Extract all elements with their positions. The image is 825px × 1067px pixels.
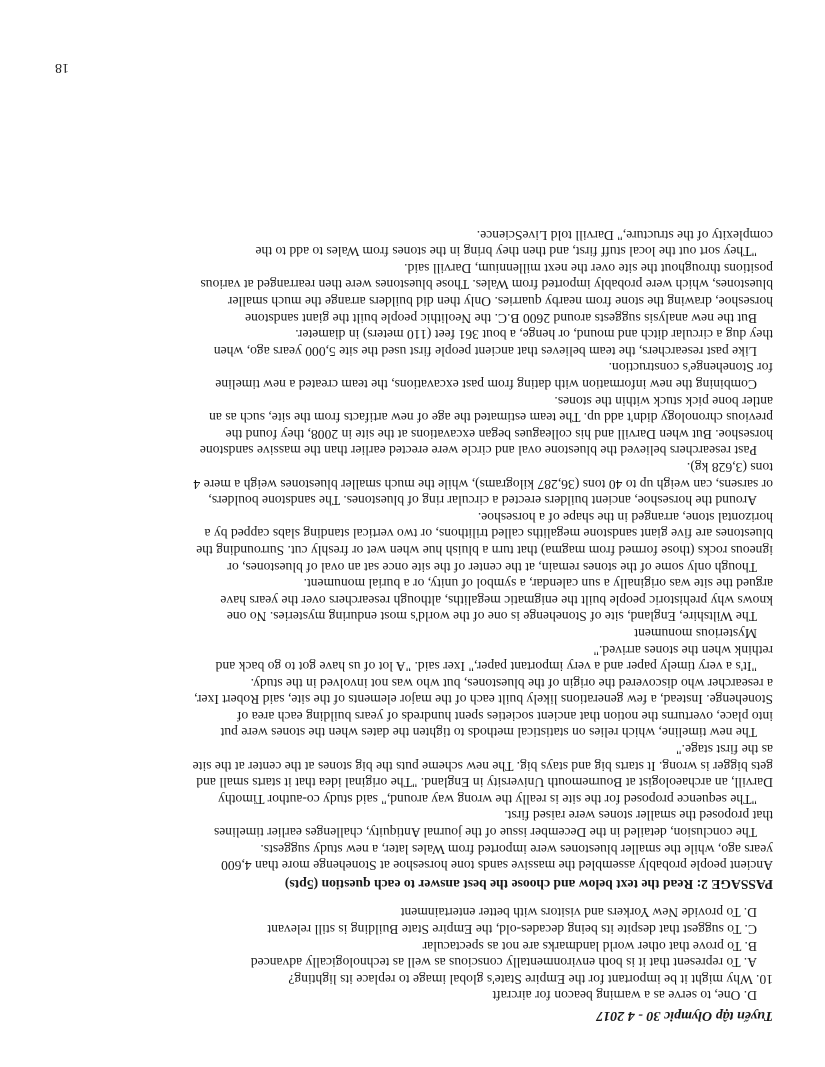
passage-line: Combining the new information with dating from past excavations, the team created a new timeline (215, 377, 757, 393)
passage-line: as the first stage." (676, 742, 773, 758)
passage-line: years ago, while the smaller bluestones were imported from Wales later, a new study suggests. (260, 841, 773, 857)
page-content (61, 226, 773, 1023)
question-10-option-b: B. To prove that other world landmarks are not as spectacular (422, 938, 757, 954)
passage-line: argued the site was originally a sun calendar, a symbol of unity, or a burial monument. (303, 576, 773, 592)
passage-line: igneous rocks (those formed from magma) that turn a bluish hue when wet or freshly cut. Surrounding the (196, 542, 773, 558)
passage-line: "It's a very timely paper and a very important paper," Ixer said. "A lot of us have got to go back and (215, 659, 757, 675)
passage-line: Stonehenge. Instead, a few generations likely built each of the major elements of the site, said Robert Ixer, (194, 692, 773, 708)
passage-line: Though only some of the stones remain, at the center of the site once sat an oval of bluestones, or (227, 559, 757, 575)
passage-line: positions throughout the site over the next millennium, Darvill said. (404, 260, 773, 276)
passage-line: for Stonehenge's construction. (608, 360, 773, 376)
section-gap (61, 892, 773, 904)
question-10-option-c: C. To suggest that despite its being decades-old, the Empire State Building is still relevant (267, 922, 757, 938)
passage-line: The Wiltshire, England, site of Stonehenge is one of the world's most enduring mysteries. No one (226, 609, 757, 625)
passage-line: complexity of the structure," Darvill told LiveScience. (476, 227, 773, 243)
passage-2-body (61, 226, 773, 873)
question-10-stem: 10. Why might it be important for the Empire State's global image to replace its lighting? (288, 971, 773, 987)
page-header-title: Tuyển tập Olympic 30 - 4 2017 (596, 1008, 773, 1023)
passage-line: gets bigger is wrong. It starts big and stays big. The new scheme puts the big stones at the center at the site (192, 758, 773, 774)
question-10-option-d: D. To provide New Yorkers and visitors with better entertainment (400, 905, 757, 921)
passage-line: "They sort out the local stuff first, and then they bring in the stones from Wales to add to the (255, 244, 757, 260)
question-10 (61, 904, 773, 987)
passage-line: But the new analysis suggests around 2600 B.C. the Neolithic people built the giant sandstone (245, 310, 757, 326)
question-10-option-a: A. To represent that it is both environmentally conscious as well as technologically advanced (250, 955, 757, 971)
passage-line: horseshoe. But when Darvill and his colleagues began excavations at the site in 2008, they found the (225, 426, 773, 442)
passage-line: into place, overturns the notion that ancient societies spent hundreds of years building each area of (236, 708, 773, 724)
passage-line: a researcher who discovered the origin of the bluestones, but who was not involved in the study. (250, 675, 773, 691)
passage-line: Around the horseshoe, ancient builders erected a circular ring of bluestones. The sandstone boulders, (208, 493, 757, 509)
passage-line: that proposed the smaller stones were raised first. (504, 808, 773, 824)
passage-line: Like past researchers, the team believes that ancient people first used the site 5,000 years ago, when (213, 343, 757, 359)
passage-line: or sarsens, can weigh up to 40 tons (36,287 kilograms), while the much smaller bluestones weigh a mere 4 (193, 476, 773, 492)
passage-line: The conclusion, detailed in the December issue of the journal Antiquity, challenges earlier timelines (213, 825, 757, 841)
passage-line: antler bone pick stuck within the stones. (554, 393, 773, 409)
passage-line: The new timeline, which relies on statistical methods to tighten the dates when the stones were put (220, 725, 757, 741)
passage-line: horizontal stone, arranged in the shape of a horseshoe. (477, 509, 773, 525)
passage-line: Mysterious monument (634, 625, 757, 641)
previous-question-option-d: D. One, to serve as a warning beacon for aircraft (492, 988, 757, 1004)
page-number: 18 (55, 60, 69, 75)
passage-line: tons (3,628 kg). (686, 460, 773, 475)
passage-line: horseshoe, drawing the stone from nearby quarries. Only then did builders arrange the much smaller (227, 294, 773, 310)
passage-line: Darvill, an archaeologist at Bournemouth University in England. "The original idea that it starts small and (196, 775, 773, 791)
passage-line: rethink when the stones arrived." (593, 642, 773, 658)
passage-2-heading: PASSAGE 2: Read the text below and choose the best answer to each question (5pts) (284, 876, 773, 892)
passage-line: bluestones, which were probably imported from Wales. Those bluestones were then rearranged at various (200, 277, 773, 293)
passage-line: Ancient people probably assembled the massive sands tone horseshoe at Stonehenge more than 4,600 (221, 858, 773, 874)
passage-line: knows why prehistoric people built the enigmatic megaliths, although researchers over the years have (220, 592, 773, 608)
passage-line: Past researchers believed the bluestone oval and circle were erected earlier than the massive sandstone (199, 443, 757, 459)
passage-line: previous chronology didn't add up. The team estimated the age of new artifacts from the site, such as an (209, 410, 773, 426)
passage-line: "The sequence proposed for the site is really the wrong way around," said study co-author Timothy (218, 791, 757, 807)
passage-line: they dug a circular ditch and mound, or henge, a bout 361 feet (110 meters) in diameter. (295, 327, 773, 343)
passage-line: bluestones are five giant sandstone megaliths called trilithons, or two vertical standing slabs capped by a (204, 526, 773, 542)
